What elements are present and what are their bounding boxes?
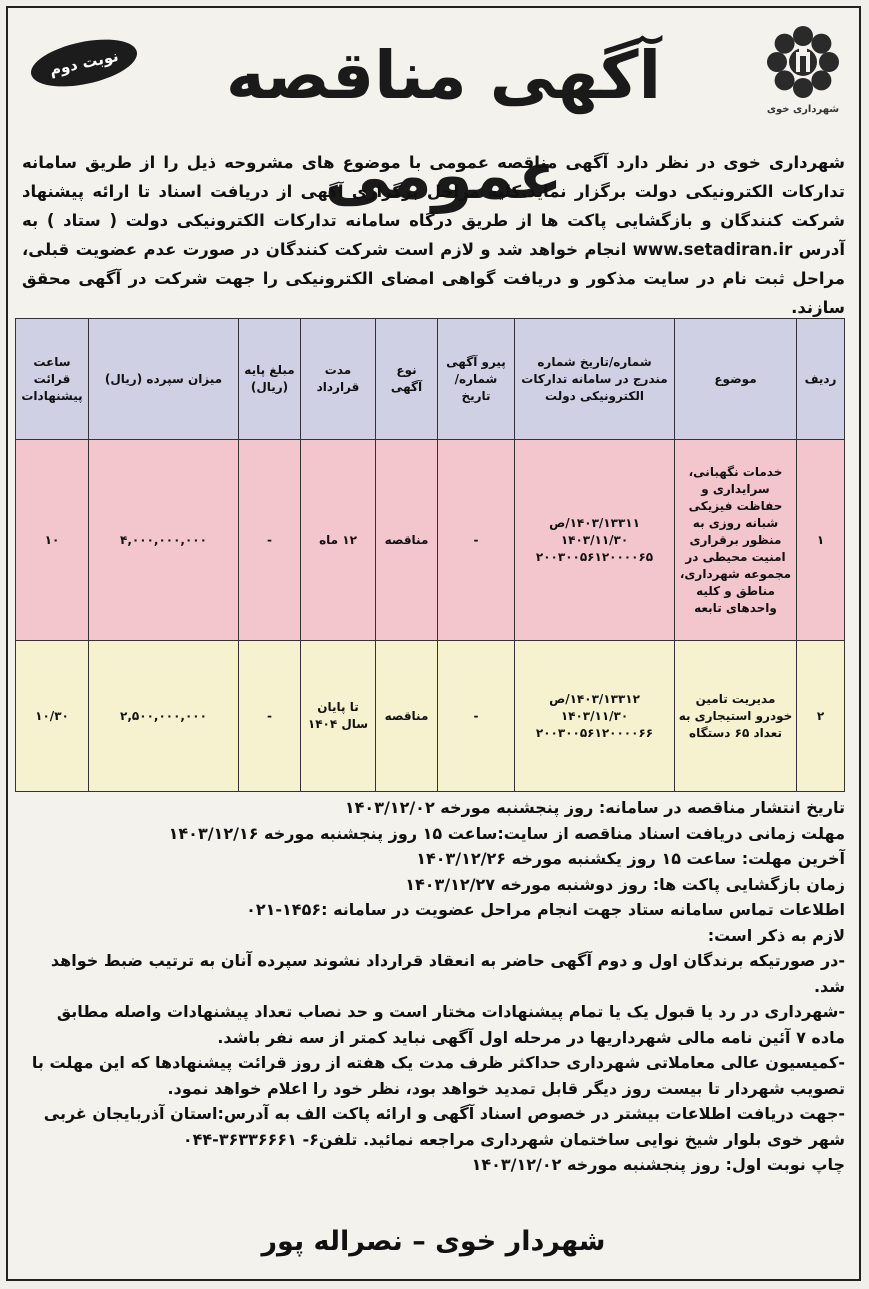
col-header-deposit: میزان سپرده (ریال) xyxy=(89,319,239,440)
cell-date: ۱۴۰۳/۱۱/۳۰ xyxy=(560,708,629,723)
setad-contact-line: اطلاعات تماس سامانه ستاد جهت انجام مراحل عضویت در سامانه :۱۴۵۶-۰۲۱ xyxy=(246,900,845,919)
cell-setad-number xyxy=(515,641,675,792)
cell-date: ۱۴۰۳/۱۱/۳۰ xyxy=(560,532,629,547)
cell-radif: ۲ xyxy=(797,641,845,792)
table-row xyxy=(16,641,845,792)
tender-table xyxy=(15,318,845,792)
cell-setad-code: ۲۰۰۳۰۰۵۶۱۲۰۰۰۰۶۶ xyxy=(535,725,654,740)
first-print-line: چاپ نوبت اول: روز پنجشنبه مورخه ۱۴۰۳/۱۲/۰۲ xyxy=(471,1155,845,1174)
cell-setad-code: ۲۰۰۳۰۰۵۶۱۲۰۰۰۰۶۵ xyxy=(535,549,654,564)
col-header-subject: موضوع xyxy=(675,319,797,440)
cell-type: مناقصه xyxy=(376,641,438,792)
cell-number: ۱۴۰۳/۱۳۳۱۲/ص xyxy=(549,691,640,706)
col-header-radif: ردیف xyxy=(797,319,845,440)
cell-followup: - xyxy=(438,440,515,641)
col-header-duration: مدت قرارداد xyxy=(301,319,376,440)
col-header-type: نوع آگهی xyxy=(376,319,438,440)
notice-page xyxy=(6,6,861,1281)
cell-followup: - xyxy=(438,641,515,792)
header xyxy=(8,8,859,214)
cell-base-amount: - xyxy=(239,440,301,641)
cell-radif: ۱ xyxy=(797,440,845,641)
cell-number: ۱۴۰۳/۱۳۳۱۱/ص xyxy=(549,515,640,530)
cell-base-amount: - xyxy=(239,641,301,792)
logo-emblem-icon xyxy=(763,22,843,102)
intro-paragraph: شهرداری خوی در نظر دارد آگهی مناقصه عمومی با موضوع های مشروحه ذیل را از طریق سامانه تدارکات الکترونیکی دولت برگزار نماید.کلیه مراحل برگزاری آگهی از دریافت اسناد تا ارائه پیشنهاد شرکت کنندگان و بازگشایی پاکت ها از طریق درگاه سامانه تدارکات الکترونیکی دولت ( ستاد ) به آدرس www.setadiran.ir انجام خواهد شد و لازم است شرکت کنندگان در صورت عدم عضویت قبلی، مراحل ثبت نام در سایت مذکور و دریافت گواهی امضای الکترونیکی را جهت شرکت در آگهی محقق سازند. xyxy=(22,153,845,317)
col-header-followup: پیرو آگهی شماره/تاریخ xyxy=(438,319,515,440)
table-row xyxy=(16,440,845,641)
cell-deposit: ۴,۰۰۰,۰۰۰,۰۰۰ xyxy=(89,440,239,641)
col-header-base-amount: مبلغ پایه (ریال) xyxy=(239,319,301,440)
col-header-opening-time: ساعت قرائت پیشنهادات xyxy=(16,319,89,440)
cell-duration: ۱۲ ماه xyxy=(301,440,376,641)
final-deadline-line: آخرین مهلت: ساعت ۱۵ روز یکشنبه مورخه ۱۴۰۳/۱۲/۲۶ xyxy=(416,849,845,868)
cell-subject: خدمات نگهبانی، سرایداری و حفاظت فیزیکی شبانه روزی به منظور برقراری امنیت محیطی در مجموعه شهرداری، مناطق و کلیه واحدهای تابعه xyxy=(675,440,797,641)
notes-heading: لازم به ذکر است: xyxy=(707,925,845,945)
details-section xyxy=(22,795,845,1178)
page-title: آگهی مناقصه عمومی xyxy=(225,37,662,214)
mayor-signature: شهردار خوی – نصراله پور xyxy=(261,1226,606,1257)
cell-opening-time: ۱۰ xyxy=(16,440,89,641)
col-header-setad-number: شماره/تاریخ شماره مندرج در سامانه تدارکات الکترونیکی دولت xyxy=(515,319,675,440)
cell-type: مناقصه xyxy=(376,440,438,641)
note-item: -جهت دریافت اطلاعات بیشتر در خصوص اسناد آگهی و ارائه پاکت الف به آدرس:استان آذربایجان غربی شهر خوی بلوار شیخ نوایی ساختمان شهرداری مراجعه نمائید. تلفن۶- ۳۶۳۳۶۶۶۱-۰۴۴ xyxy=(43,1104,845,1149)
note-item: -شهرداری در رد یا قبول یک یا تمام پیشنهادات مختار است و حد نصاب تعداد پیشنهادات واصله مطابق ماده ۷ آئین نامه مالی شهرداریها در مرحله اول آگهی نباید کمتر از سه نفر باشد. xyxy=(56,1002,845,1047)
note-item: -کمیسیون عالی معاملاتی شهرداری حداکثر ظرف مدت یک هفته از روز قرائت پیشنهادها که این مهلت با تصویب شهردار تا بیست روز دیگر قابل تمدید خواهد بود، نظر خود را اعلام خواهد نمود. xyxy=(31,1053,845,1098)
cell-subject: مدیریت تامین خودرو استیجاری به تعداد ۶۵ دستگاه xyxy=(675,641,797,792)
note-item: -در صورتیکه برندگان اول و دوم آگهی حاضر به انعقاد قرارداد نشوند سپرده آنان به ترتیب ضبط خواهد شد. xyxy=(50,951,845,996)
cell-opening-time: ۱۰/۳۰ xyxy=(16,641,89,792)
cell-setad-number xyxy=(515,440,675,641)
document-deadline-line: مهلت زمانی دریافت اسناد مناقصه از سایت:ساعت ۱۵ روز پنجشنبه مورخه ۱۴۰۳/۱۲/۱۶ xyxy=(168,823,845,843)
cell-deposit: ۲,۵۰۰,۰۰۰,۰۰۰ xyxy=(89,641,239,792)
publish-date-line: تاریخ انتشار مناقصه در سامانه: روز پنجشنبه مورخه ۱۴۰۳/۱۲/۰۲ xyxy=(344,798,845,817)
round-badge: نوبت دوم xyxy=(27,31,141,95)
logo-caption: شهرداری خوی xyxy=(766,104,840,115)
table-header-row xyxy=(16,319,845,440)
municipality-logo xyxy=(757,22,849,134)
cell-duration: تا پایان سال ۱۴۰۴ xyxy=(301,641,376,792)
opening-date-line: زمان بازگشایی پاکت ها: روز دوشنبه مورخه ۱۴۰۳/۱۲/۲۷ xyxy=(405,874,845,894)
